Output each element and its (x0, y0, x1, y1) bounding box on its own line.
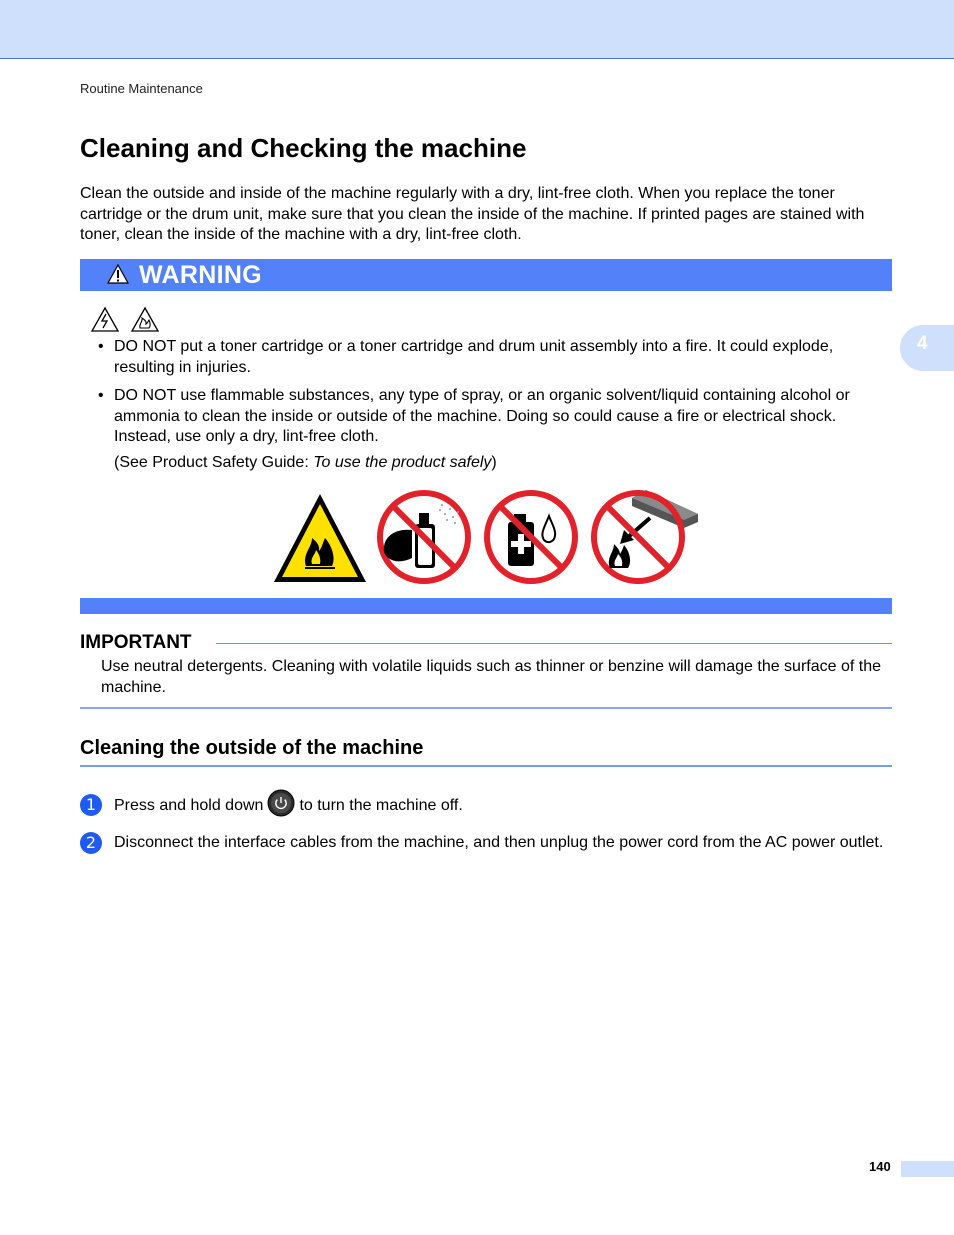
warning-bullet-list (96, 337, 896, 456)
step-number-2: 2 (80, 832, 102, 854)
important-label: IMPORTANT (80, 632, 192, 653)
top-band (0, 0, 954, 59)
no-solvent-icon (487, 493, 575, 581)
no-spray-icon (380, 493, 468, 581)
intro-paragraph: Clean the outside and inside of the machine regularly with a dry, lint-free cloth. When you replace the toner cartridge or the drum unit, make sure that you clean the inside of the machine. If printed pages are stained with toner, clean the inside of the machine with a dry, lint-free cloth. (80, 185, 865, 243)
warning-bullet: • DO NOT put a toner cartridge or a toner cartridge and drum unit assembly into a fire. It could explode, resulting in injuries. (98, 338, 834, 376)
flammable-warning-icon (274, 494, 366, 582)
step-1-text: Press and hold down to turn the machine off. (114, 795, 894, 817)
important-bottom-rule (80, 707, 892, 709)
electric-shock-icon (92, 308, 118, 331)
chapter-tab-number: 4 (917, 333, 928, 354)
step-number-1: 1 (80, 794, 102, 816)
page-title: Cleaning and Checking the machine (80, 133, 527, 163)
safety-guide-reference: (See Product Safety Guide: To use the product safely) (114, 454, 497, 471)
hazard-icons-small (90, 306, 162, 334)
section-title: Cleaning the outside of the machine (80, 737, 424, 759)
important-text: Use neutral detergents. Cleaning with volatile liquids such as thinner or benzine will damage the surface of the machine. (101, 658, 881, 696)
section-rule (80, 765, 892, 767)
running-header: Routine Maintenance (80, 81, 203, 96)
warning-end-bar (80, 598, 892, 614)
page-number: 140 (869, 1159, 891, 1174)
step-2-text: Disconnect the interface cables from the machine, and then unplug the power cord from the AC power outlet. (114, 834, 884, 851)
important-rule (216, 643, 892, 644)
page-number-tab (901, 1161, 954, 1177)
warning-label: WARNING (139, 261, 262, 289)
fire-hazard-icon (132, 308, 158, 331)
no-fire-cartridge-icon (594, 490, 698, 581)
warning-triangle-icon (107, 264, 129, 284)
prohibition-icons (272, 488, 702, 586)
warning-bullet: • DO NOT use flammable substances, any type of spray, or an organic solvent/liquid containing alcohol or ammonia to clean the inside or outside of the machine. Doing so could cause a fire or electrical shock. Instead, use only a dry, lint-free cloth. (98, 387, 850, 445)
power-button-icon (267, 789, 295, 817)
